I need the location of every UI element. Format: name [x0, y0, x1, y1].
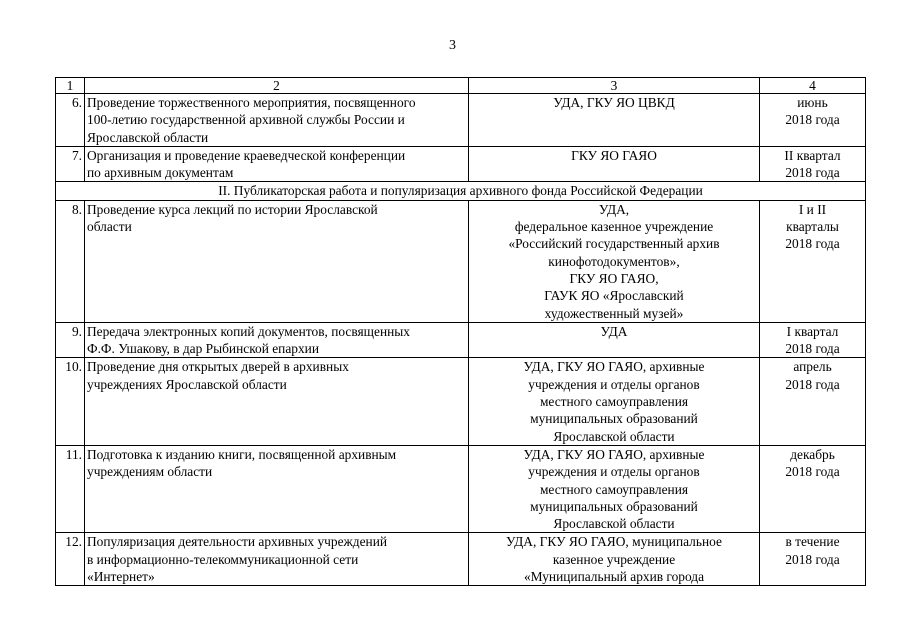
activity-description-line: Ярославской области [87, 129, 209, 145]
executor-list-line: казенное учреждение [552, 551, 676, 567]
deadline-line: кварталы [786, 219, 839, 235]
deadline-line: 2018 года [785, 236, 840, 252]
executor-list-line: муниципальных образований [530, 498, 698, 514]
activity-description [85, 200, 469, 322]
activity-description [85, 358, 469, 445]
executor-list-line: федеральное казенное учреждение [514, 219, 714, 235]
page-number: 3 [449, 38, 456, 53]
row-number: 11. [56, 445, 85, 532]
deadline-line: июнь [797, 95, 828, 110]
deadline [760, 146, 866, 182]
deadline [760, 200, 866, 322]
deadline-line: 2018 года [785, 376, 840, 392]
executor-list-line: УДА [600, 323, 628, 339]
deadline-line: 2018 года [785, 341, 840, 357]
column-number-1: 1 [56, 78, 85, 94]
row-number: 12. [56, 533, 85, 586]
deadline-line: в течение [785, 534, 840, 550]
activity-description-line: области [87, 219, 132, 235]
column-number-row [56, 78, 866, 94]
executor-list-line: Ярославской области [553, 516, 675, 532]
executor-list-line: «Муниципальный архив города [523, 569, 705, 585]
executor-list [469, 200, 760, 322]
activity-description-line: учреждениях Ярославской области [87, 376, 287, 392]
activity-description-line: Проведение торжественного мероприятия, посвященного [87, 95, 416, 110]
deadline [760, 445, 866, 532]
section-heading-row [56, 182, 866, 200]
activity-description [85, 322, 469, 358]
row-number: 6. [56, 94, 85, 147]
table-row [56, 94, 866, 147]
deadline-line: 2018 года [785, 464, 840, 480]
deadline [760, 358, 866, 445]
deadline [760, 94, 866, 147]
activity-description-line: «Интернет» [87, 569, 155, 585]
table-row [56, 322, 866, 358]
executor-list-line: УДА, ГКУ ЯО ГАЯО, муниципальное [506, 534, 722, 550]
activity-description-line: Проведение дня открытых дверей в архивных [87, 359, 349, 375]
executor-list [469, 146, 760, 182]
section-heading: II. Публикаторская работа и популяризация архивного фонда Российской Федерации [56, 182, 866, 200]
table-row [56, 533, 866, 586]
table-row [56, 445, 866, 532]
deadline-line: I квартал [786, 323, 839, 339]
executor-list-line: ГАУК ЯО «Ярославский [544, 288, 684, 304]
column-number-2: 2 [85, 78, 469, 94]
executor-list-line: муниципальных образований [530, 411, 698, 427]
deadline-line: 2018 года [785, 551, 840, 567]
executor-list [469, 445, 760, 532]
deadline-line: 2018 года [785, 112, 840, 128]
activity-description-line: Ф.Ф. Ушакову, в дар Рыбинской епархии [87, 341, 320, 357]
deadline-line: 2018 года [785, 165, 840, 181]
activity-description-line: Подготовка к изданию книги, посвященной архивным [87, 446, 397, 462]
activity-description-line: по архивным документам [87, 165, 234, 181]
deadline-line: II квартал [784, 147, 841, 163]
executor-list-line: местного самоуправления [539, 394, 689, 410]
executor-list [469, 358, 760, 445]
activity-description-line: Передача электронных копий документов, посвященных [87, 323, 410, 339]
activity-description-line: Проведение курса лекций по истории Ярославской [87, 201, 378, 217]
executor-list-line: учреждения и отделы органов [528, 376, 700, 392]
deadline [760, 322, 866, 358]
plan-table-body [56, 78, 866, 586]
executor-list-line: ГКУ ЯО ГАЯО [571, 147, 657, 163]
executor-list-line: учреждения и отделы органов [528, 464, 700, 480]
activity-description [85, 445, 469, 532]
executor-list-line: «Российский государственный архив [508, 236, 720, 252]
activity-description [85, 146, 469, 182]
executor-list [469, 533, 760, 586]
deadline [760, 533, 866, 586]
deadline-line: апрель [793, 359, 832, 375]
row-number: 10. [56, 358, 85, 445]
table-row [56, 200, 866, 322]
row-number: 8. [56, 200, 85, 322]
activity-description [85, 94, 469, 147]
column-number-4: 4 [760, 78, 866, 94]
row-number: 7. [56, 146, 85, 182]
executor-list-line: УДА, ГКУ ЯО ГАЯО, архивные [523, 446, 705, 462]
deadline-line: декабрь [790, 446, 835, 462]
activity-description [85, 533, 469, 586]
column-number-3: 3 [469, 78, 760, 94]
executor-list-line: местного самоуправления [539, 481, 689, 497]
row-number: 9. [56, 322, 85, 358]
executor-list-line: УДА, ГКУ ЯО ЦВКД [553, 95, 675, 110]
activity-description-line: Популяризация деятельности архивных учреждений [87, 534, 388, 550]
executor-list-line: кинофотодокументов», [548, 253, 680, 269]
table-row [56, 146, 866, 182]
executor-list [469, 322, 760, 358]
table-row [56, 358, 866, 445]
executor-list-line: ГКУ ЯО ГАЯО, [569, 270, 659, 286]
plan-table [55, 77, 866, 586]
executor-list-line: художественный музей» [544, 305, 684, 321]
executor-list-line: УДА, ГКУ ЯО ГАЯО, архивные [523, 359, 705, 375]
executor-list-line: Ярославской области [553, 428, 675, 444]
activity-description-line: 100-летию государственной архивной службы России и [87, 112, 405, 128]
executor-list [469, 94, 760, 147]
executor-list-line: УДА, [598, 201, 630, 217]
activity-description-line: Организация и проведение краеведческой конференции [87, 147, 406, 163]
activity-description-line: в информационно-телекоммуникационной сети [87, 551, 359, 567]
deadline-line: I и II [798, 201, 827, 217]
activity-description-line: учреждениям области [87, 464, 213, 480]
